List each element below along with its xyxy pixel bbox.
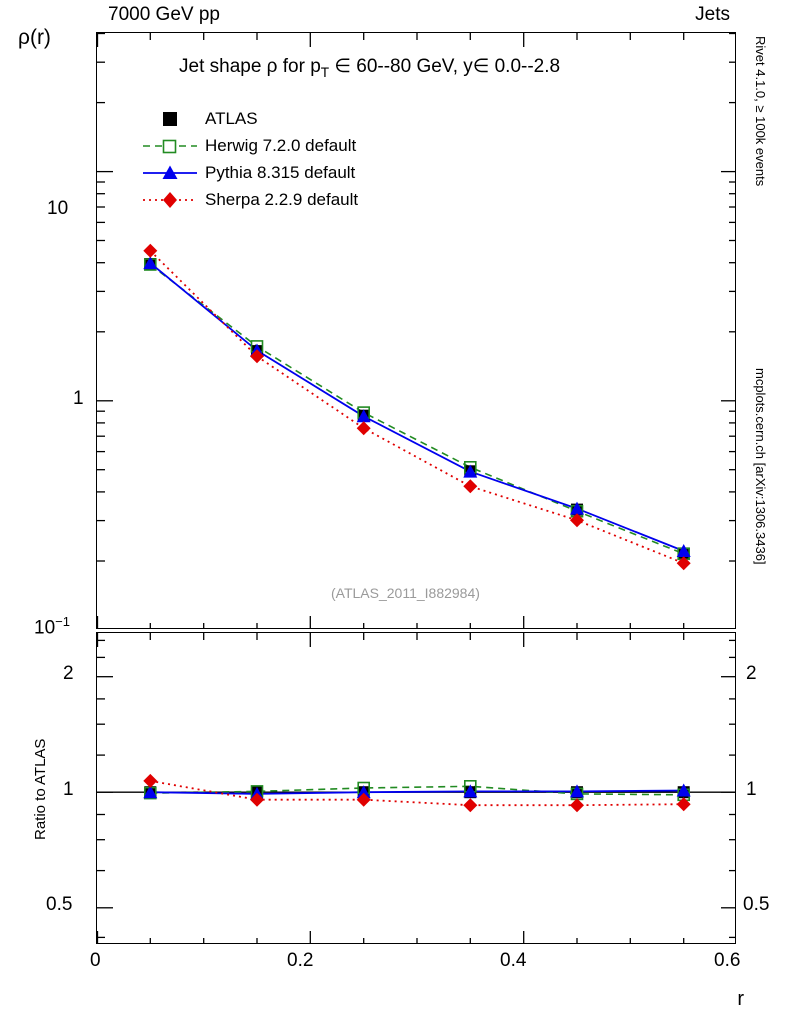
- ratio-y-axis-label: Ratio to ATLAS: [32, 738, 49, 840]
- main-ytick-10-text: 10: [47, 198, 69, 219]
- main-ytick-10: [47, 198, 68, 220]
- legend-marker-sherpa: [141, 189, 199, 211]
- legend-label-atlas: ATLAS: [205, 108, 258, 128]
- legend: [141, 105, 358, 213]
- main-y-axis-label: ρ(r): [18, 26, 51, 49]
- main-ytick-0p1: $10^{-1}$: [34, 614, 70, 639]
- xtick-0: 0: [90, 950, 101, 971]
- series-points-pythia: [143, 256, 690, 557]
- xtick-0p6: 0.6: [714, 950, 741, 971]
- series-points-atlas: [144, 258, 689, 559]
- main-plot-panel: [96, 32, 736, 629]
- rivet-version-caption: Rivet 4.1.0, ≥ 100k events: [753, 36, 768, 187]
- legend-label-herwig: Herwig 7.2.0 default: [205, 135, 357, 155]
- ratio-ytick-2-right: 2: [746, 663, 757, 684]
- series-line-herwig: [150, 265, 683, 554]
- header-group-label: Jets: [695, 4, 730, 25]
- ratio-ytick-2-left: 2: [63, 663, 74, 684]
- legend-label-sherpa: Sherpa 2.2.9 default: [205, 189, 359, 209]
- ratio-ytick-0p5-right: 0.5: [743, 894, 770, 915]
- main-ytick-1-text: 1: [73, 388, 84, 409]
- header-beam-label: 7000 GeV pp: [108, 4, 220, 25]
- xtick-0p2: 0.2: [287, 950, 314, 971]
- ratio-plot-svg: [97, 633, 736, 944]
- legend-marker-atlas: [141, 108, 199, 130]
- ratio-ytick-0p5-left: 0.5: [46, 894, 73, 915]
- legend-label-pythia: Pythia 8.315 default: [205, 162, 356, 182]
- plot-title: [179, 55, 560, 80]
- xtick-0p4: 0.4: [500, 950, 527, 971]
- series-line-pythia: [150, 263, 683, 551]
- legend-entry-sherpa[interactable]: [141, 186, 358, 213]
- mcplots-reference-caption: mcplots.cern.ch [arXiv:1306.3436]: [753, 368, 768, 565]
- plot-title-text: Jet shape ρ for $p_T$ ∈ 60--80 GeV, y∈ 0.0--2.8: [179, 56, 561, 80]
- x-axis-label: r: [737, 988, 744, 1010]
- legend-marker-pythia: [141, 162, 199, 184]
- series-line-sherpa: [150, 251, 683, 563]
- ratio-plot-panel: [96, 632, 736, 944]
- ratio-ytick-1-left: 1: [63, 779, 74, 800]
- analysis-id-watermark: (ATLAS_2011_I882984): [331, 585, 480, 601]
- series-points-herwig: [145, 259, 689, 559]
- ratio-ytick-1-right: 1: [746, 779, 757, 800]
- main-ytick-1: [73, 388, 84, 410]
- legend-marker-herwig: [141, 135, 199, 157]
- legend-entry-herwig[interactable]: [141, 132, 358, 159]
- legend-entry-atlas[interactable]: [141, 105, 358, 132]
- legend-entry-pythia[interactable]: [141, 159, 358, 186]
